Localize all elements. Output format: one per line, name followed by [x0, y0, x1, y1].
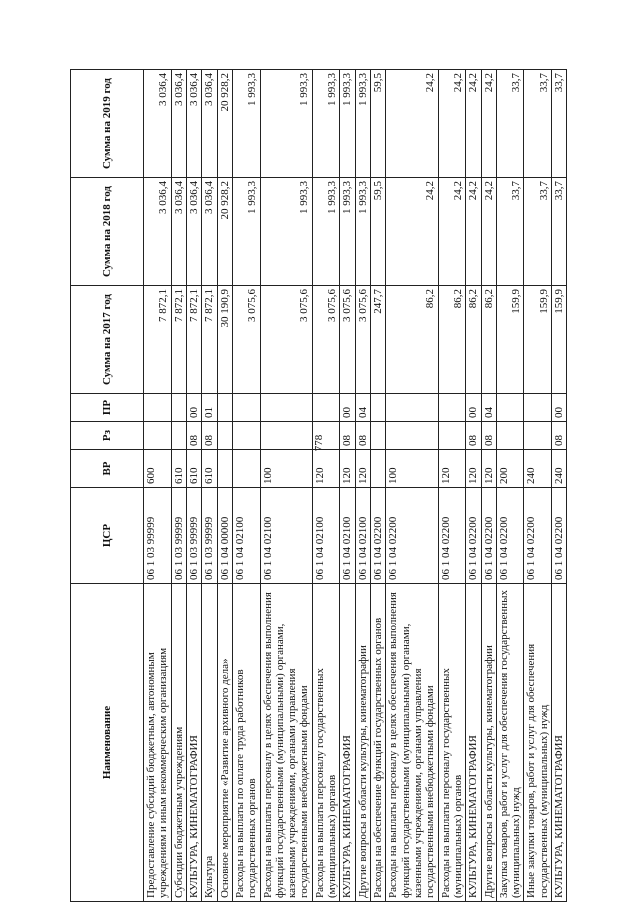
- cell-2017: 159,9: [552, 286, 567, 394]
- table-header-row: [71, 70, 144, 902]
- cell-name: КУЛЬТУРА, КИНЕМАТОГРАФИЯ: [340, 584, 355, 902]
- cell-2019: 20 928,2: [217, 70, 232, 178]
- cell-csr: 06 1 04 02200: [466, 488, 481, 584]
- cell-vr: 120: [438, 450, 466, 488]
- cell-2018: 24,2: [466, 178, 481, 286]
- cell-name: Культура: [202, 584, 217, 902]
- cell-rz: 08: [186, 422, 201, 450]
- cell-2018: 24,2: [438, 178, 466, 286]
- cell-rz: 08: [552, 422, 567, 450]
- cell-2018: 3 036,4: [171, 178, 186, 286]
- cell-2017: 7 872,1: [202, 286, 217, 394]
- cell-2018: 24,2: [386, 178, 438, 286]
- cell-rz: [144, 422, 172, 450]
- cell-2018: 1 993,3: [312, 178, 340, 286]
- table-row: [144, 70, 172, 902]
- cell-vr: [371, 450, 386, 488]
- cell-2019: 3 036,4: [171, 70, 186, 178]
- cell-pr: [260, 394, 312, 422]
- cell-rz: [496, 422, 524, 450]
- cell-2017: 86,2: [481, 286, 496, 394]
- cell-2019: 59,5: [371, 70, 386, 178]
- header-2019: Сумма на 2019 год: [71, 70, 144, 178]
- cell-2017: 159,9: [524, 286, 552, 394]
- cell-vr: 610: [171, 450, 186, 488]
- cell-2018: 33,7: [524, 178, 552, 286]
- cell-rz: [524, 422, 552, 450]
- table-row: [496, 70, 524, 902]
- table-body: [144, 70, 567, 902]
- cell-rz: [232, 422, 260, 450]
- cell-pr: [496, 394, 524, 422]
- budget-table: [70, 69, 567, 902]
- cell-vr: 600: [144, 450, 172, 488]
- cell-name: Другие вопросы в области культуры, кинематографии: [355, 584, 370, 902]
- cell-csr: 06 1 04 02200: [386, 488, 438, 584]
- table-row: [202, 70, 217, 902]
- cell-csr: 06 1 04 02100: [312, 488, 340, 584]
- table-row: [232, 70, 260, 902]
- cell-2019: 24,2: [438, 70, 466, 178]
- header-2018: Сумма на 2018 год: [71, 178, 144, 286]
- table-row: [171, 70, 186, 902]
- cell-name: Иные закупки товаров, работ и услуг для обеспечения государственных (муниципальных) нужд: [524, 584, 552, 902]
- cell-2017: 86,2: [466, 286, 481, 394]
- cell-pr: 00: [466, 394, 481, 422]
- table-row: [312, 70, 340, 902]
- cell-csr: 06 1 04 02100: [260, 488, 312, 584]
- cell-2018: 3 036,4: [202, 178, 217, 286]
- cell-vr: 100: [260, 450, 312, 488]
- header-2017: Сумма на 2017 год: [71, 286, 144, 394]
- cell-vr: 120: [481, 450, 496, 488]
- cell-2017: 247,7: [371, 286, 386, 394]
- cell-name: Другие вопросы в области культуры, кинематографии: [481, 584, 496, 902]
- cell-name: Расходы на обеспечение функций государственных органов: [371, 584, 386, 902]
- cell-name: Расходы на выплаты персоналу в целях обеспечения выполнения функций государственными (муниципальными) органами, казенными учреждениями, органами управления государственными внебюджетными фондами: [386, 584, 438, 902]
- cell-2017: 159,9: [496, 286, 524, 394]
- cell-2019: 24,2: [481, 70, 496, 178]
- cell-rz: 08: [340, 422, 355, 450]
- cell-csr: 06 1 03 99999: [171, 488, 186, 584]
- cell-csr: 06 1 04 02100: [340, 488, 355, 584]
- cell-2017: 3 075,6: [260, 286, 312, 394]
- cell-csr: 06 1 04 02100: [355, 488, 370, 584]
- table-row: [438, 70, 466, 902]
- cell-vr: 120: [340, 450, 355, 488]
- cell-csr: 06 1 04 02200: [438, 488, 466, 584]
- cell-name: Расходы на выплаты персоналу государственных (муниципальных) органов: [312, 584, 340, 902]
- cell-2018: 1 993,3: [260, 178, 312, 286]
- cell-rz: [217, 422, 232, 450]
- table-row: [386, 70, 438, 902]
- cell-2018: 1 993,3: [355, 178, 370, 286]
- cell-pr: [232, 394, 260, 422]
- cell-2019: 1 993,3: [340, 70, 355, 178]
- cell-csr: 06 1 03 99999: [186, 488, 201, 584]
- cell-2018: 1 993,3: [340, 178, 355, 286]
- cell-rz: [260, 422, 312, 450]
- cell-vr: 120: [355, 450, 370, 488]
- cell-2018: 59,5: [371, 178, 386, 286]
- cell-name: КУЛЬТУРА, КИНЕМАТОГРАФИЯ: [552, 584, 567, 902]
- table-row: [466, 70, 481, 902]
- table-row: [524, 70, 552, 902]
- cell-2017: 7 872,1: [144, 286, 172, 394]
- cell-vr: 100: [386, 450, 438, 488]
- cell-pr: [524, 394, 552, 422]
- cell-csr: 06 1 04 02200: [552, 488, 567, 584]
- budget-table-container: [70, 70, 570, 902]
- cell-rz: [371, 422, 386, 450]
- cell-2019: 3 036,4: [202, 70, 217, 178]
- cell-2018: 3 036,4: [186, 178, 201, 286]
- page-number: 778: [313, 434, 325, 452]
- cell-2017: 86,2: [438, 286, 466, 394]
- cell-2017: 3 075,6: [232, 286, 260, 394]
- cell-2019: 1 993,3: [312, 70, 340, 178]
- cell-name: Расходы на выплаты персоналу государственных (муниципальных) органов: [438, 584, 466, 902]
- header-csr: ЦСР: [71, 488, 144, 584]
- cell-2018: 33,7: [552, 178, 567, 286]
- cell-2019: 3 036,4: [186, 70, 201, 178]
- cell-vr: 120: [466, 450, 481, 488]
- table-row: [371, 70, 386, 902]
- cell-name: КУЛЬТУРА, КИНЕМАТОГРАФИЯ: [466, 584, 481, 902]
- table-row: [552, 70, 567, 902]
- cell-pr: [371, 394, 386, 422]
- cell-pr: 00: [186, 394, 201, 422]
- cell-2019: 33,7: [496, 70, 524, 178]
- cell-2017: 3 075,6: [340, 286, 355, 394]
- cell-vr: 200: [496, 450, 524, 488]
- cell-pr: [144, 394, 172, 422]
- cell-rz: [386, 422, 438, 450]
- table-row: [481, 70, 496, 902]
- cell-2019: 1 993,3: [232, 70, 260, 178]
- cell-pr: [171, 394, 186, 422]
- cell-2018: 3 036,4: [144, 178, 172, 286]
- cell-2018: 1 993,3: [232, 178, 260, 286]
- cell-rz: 08: [466, 422, 481, 450]
- cell-vr: 240: [552, 450, 567, 488]
- cell-pr: 04: [355, 394, 370, 422]
- cell-name: Основное мероприятие «Развитие архивного дела»: [217, 584, 232, 902]
- table-row: [355, 70, 370, 902]
- cell-pr: [217, 394, 232, 422]
- cell-2018: 24,2: [481, 178, 496, 286]
- cell-csr: 06 1 04 02200: [481, 488, 496, 584]
- cell-2019: 24,2: [386, 70, 438, 178]
- cell-2017: 3 075,6: [312, 286, 340, 394]
- header-pr: ПР: [71, 394, 144, 422]
- cell-name: Расходы на выплаты по оплате труда работников государственных органов: [232, 584, 260, 902]
- cell-csr: 06 1 04 02200: [371, 488, 386, 584]
- cell-rz: [171, 422, 186, 450]
- header-vr: ВР: [71, 450, 144, 488]
- cell-vr: 120: [312, 450, 340, 488]
- table-row: [260, 70, 312, 902]
- cell-rz: 08: [481, 422, 496, 450]
- cell-vr: 610: [202, 450, 217, 488]
- cell-csr: 06 1 04 02200: [496, 488, 524, 584]
- cell-2017: 3 075,6: [355, 286, 370, 394]
- cell-csr: 06 1 04 02100: [232, 488, 260, 584]
- cell-pr: 04: [481, 394, 496, 422]
- cell-2019: 33,7: [524, 70, 552, 178]
- cell-2017: 7 872,1: [171, 286, 186, 394]
- cell-rz: [438, 422, 466, 450]
- cell-2017: 86,2: [386, 286, 438, 394]
- table-row: [186, 70, 201, 902]
- cell-2019: 24,2: [466, 70, 481, 178]
- cell-2018: 33,7: [496, 178, 524, 286]
- cell-csr: 06 1 03 99999: [202, 488, 217, 584]
- cell-vr: 240: [524, 450, 552, 488]
- cell-vr: 610: [186, 450, 201, 488]
- cell-2019: 1 993,3: [355, 70, 370, 178]
- cell-vr: [217, 450, 232, 488]
- cell-2017: 30 190,9: [217, 286, 232, 394]
- header-rz: Рз: [71, 422, 144, 450]
- cell-pr: [438, 394, 466, 422]
- cell-rz: 08: [355, 422, 370, 450]
- cell-pr: [386, 394, 438, 422]
- cell-name: КУЛЬТУРА, КИНЕМАТОГРАФИЯ: [186, 584, 201, 902]
- cell-pr: 00: [340, 394, 355, 422]
- cell-csr: 06 1 03 99999: [144, 488, 172, 584]
- cell-2018: 20 928,2: [217, 178, 232, 286]
- cell-name: Субсидии бюджетным учреждениям: [171, 584, 186, 902]
- cell-pr: [312, 394, 340, 422]
- cell-pr: 01: [202, 394, 217, 422]
- header-name: Наименование: [71, 584, 144, 902]
- cell-name: Закупка товаров, работ и услуг для обеспечения государственных (муниципальных) нужд: [496, 584, 524, 902]
- cell-2017: 7 872,1: [186, 286, 201, 394]
- table-row: [340, 70, 355, 902]
- cell-csr: 06 1 04 00000: [217, 488, 232, 584]
- cell-name: Расходы на выплаты персоналу в целях обеспечения выполнения функций государственными (муниципальными) органами, казенными учреждениями, органами управления государственными внебюджетными фондами: [260, 584, 312, 902]
- cell-pr: 00: [552, 394, 567, 422]
- cell-2019: 1 993,3: [260, 70, 312, 178]
- cell-rz: [312, 422, 340, 450]
- cell-name: Предоставление субсидий бюджетным, автономным учреждениям и иным некоммерческим организациям: [144, 584, 172, 902]
- table-row: [217, 70, 232, 902]
- cell-2019: 33,7: [552, 70, 567, 178]
- cell-2019: 3 036,4: [144, 70, 172, 178]
- cell-vr: [232, 450, 260, 488]
- cell-rz: 08: [202, 422, 217, 450]
- cell-csr: 06 1 04 02200: [524, 488, 552, 584]
